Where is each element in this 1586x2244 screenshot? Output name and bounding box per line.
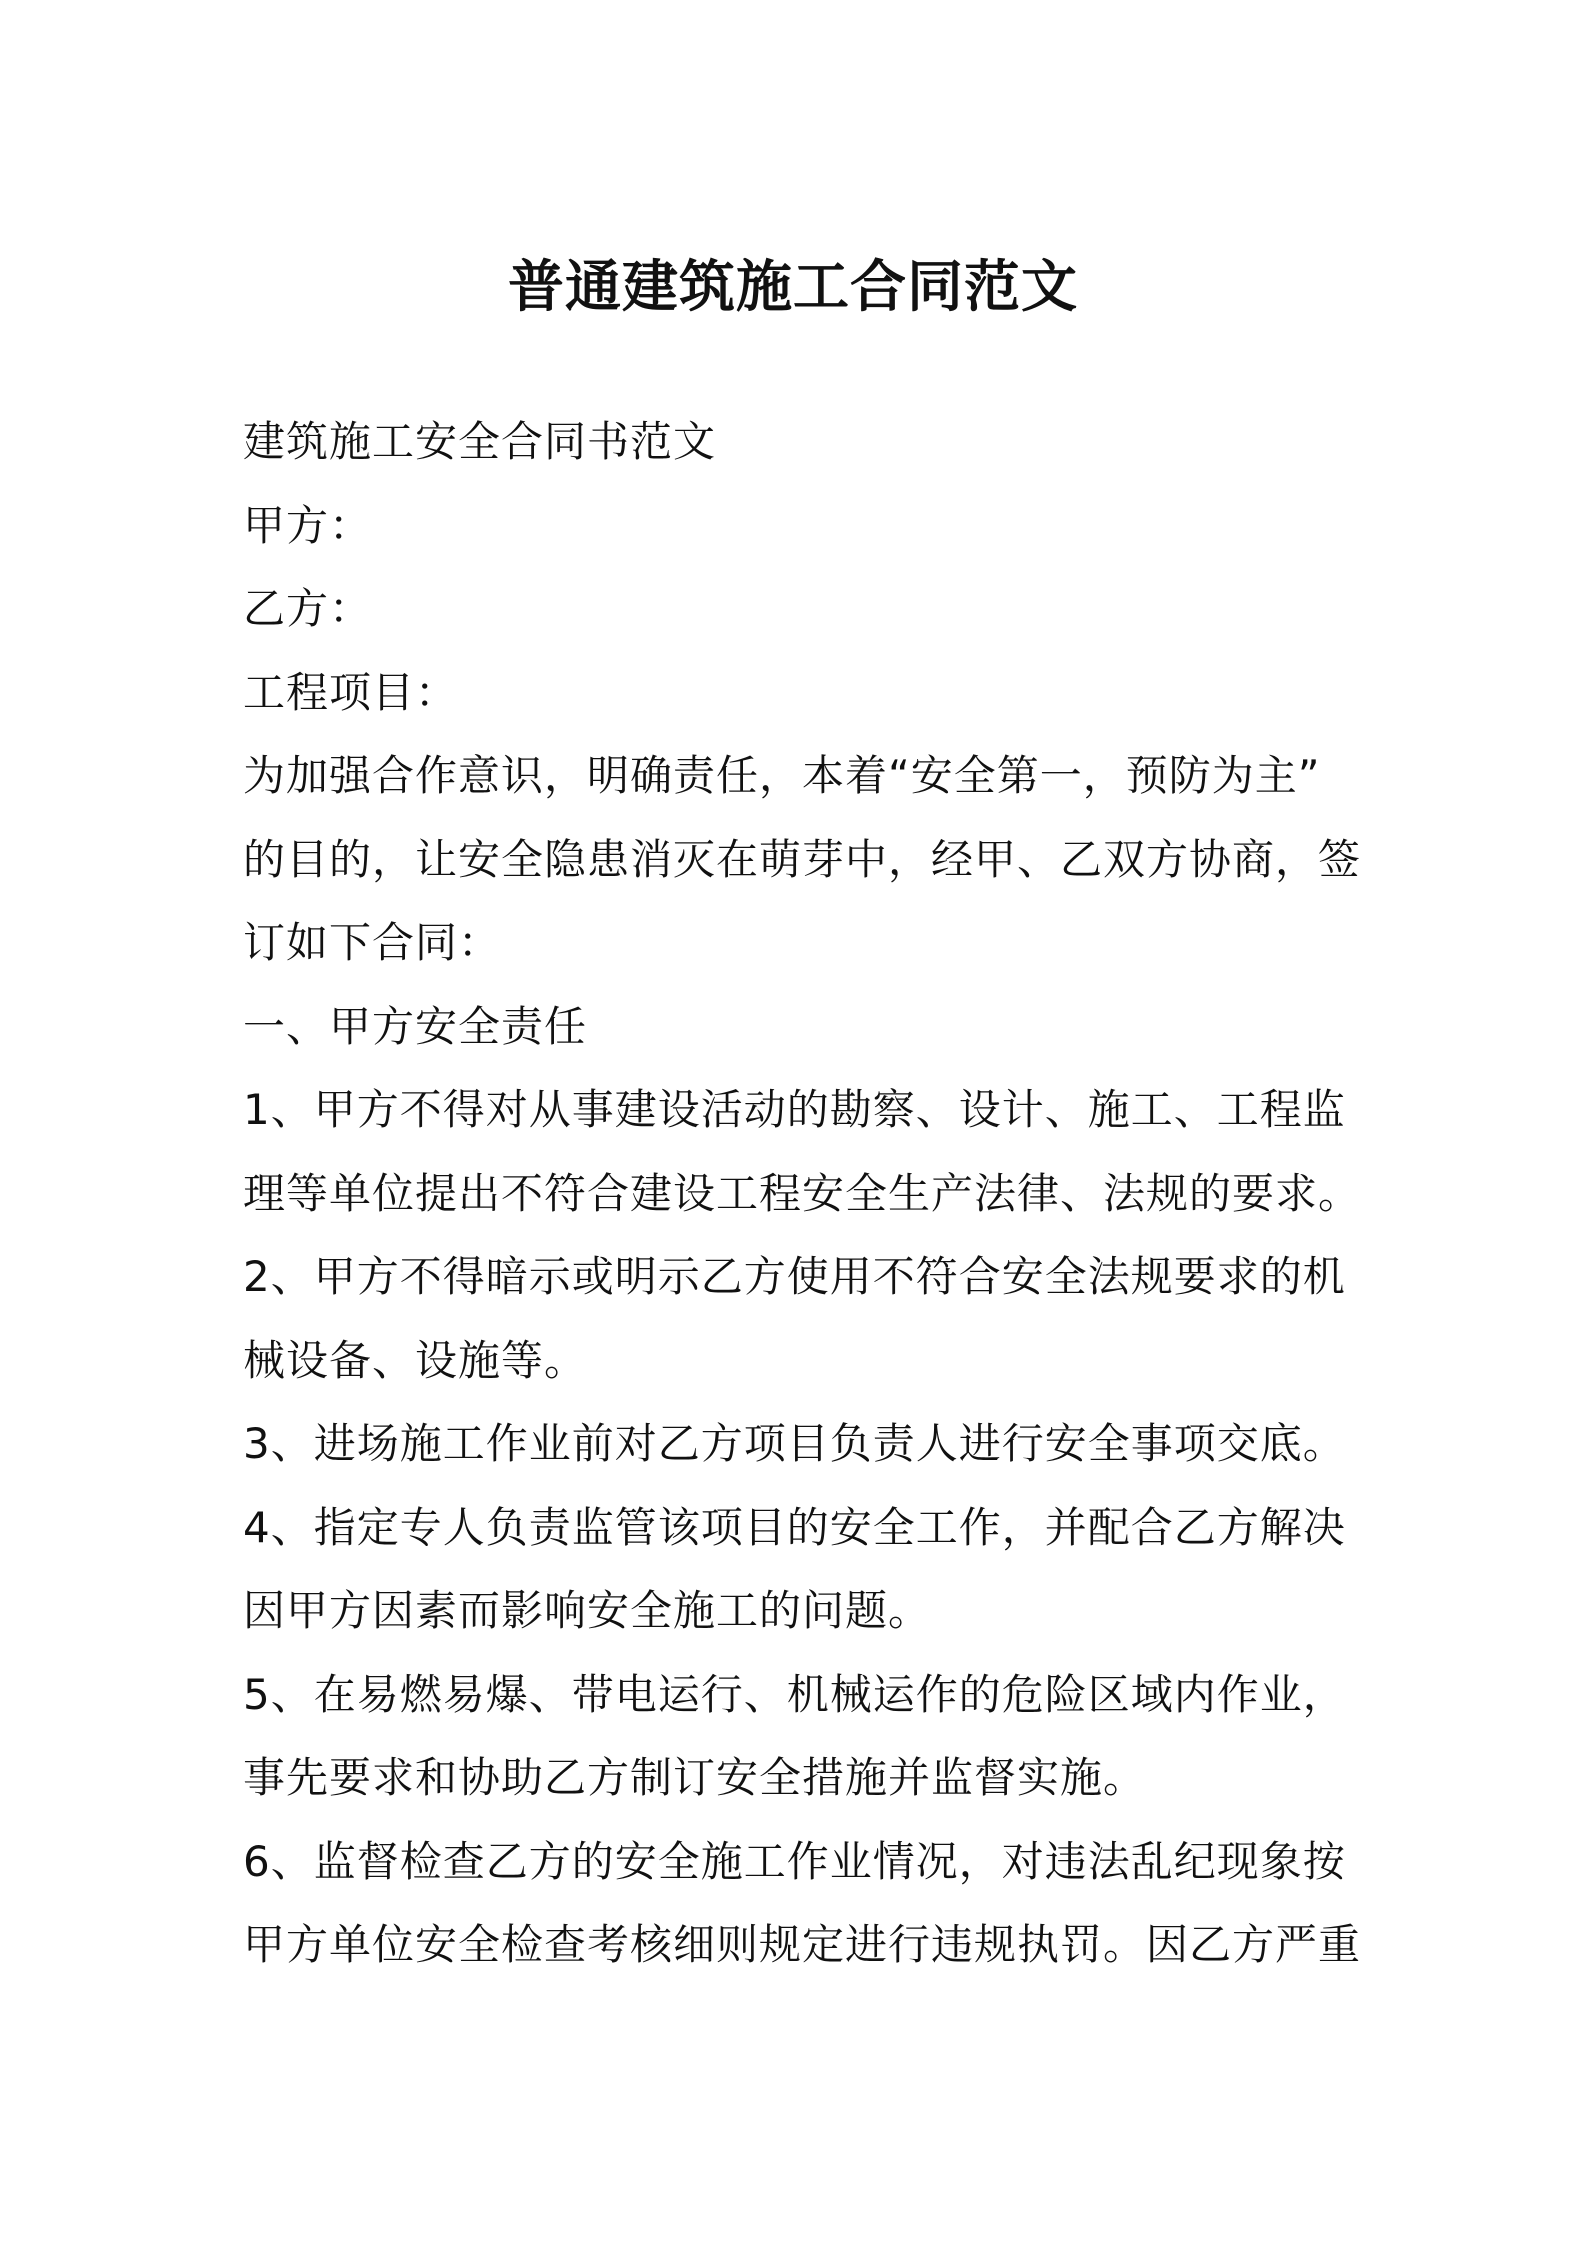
preamble-line: 为加强合作意识，明确责任，本着“安全第一，预防为主” [243, 751, 1321, 800]
clause-line: 理等单位提出不符合建设工程安全生产法律、法规的要求。 [243, 1168, 1362, 1218]
document-body [243, 400, 1363, 1987]
party-b-line: 乙方： [243, 584, 373, 633]
preamble-line: 的目的，让安全隐患消灭在萌芽中，经甲、乙双方协商，签 [243, 834, 1362, 884]
clause-line: 6、监督检查乙方的安全施工作业情况，对违法乱纪现象按 [243, 1836, 1346, 1886]
clause-line: 甲方单位安全检查考核细则规定进行违规执罚。因乙方严重 [243, 1920, 1362, 1969]
party-a-line: 甲方： [243, 500, 373, 550]
clause-line: 5、在易燃易爆、带电运行、机械运作的危险区域内作业， [243, 1669, 1346, 1719]
subtitle-line: 建筑施工安全合同书范文 [243, 417, 717, 466]
clause-line: 1、甲方不得对从事建设活动的勘察、设计、施工、工程监 [243, 1085, 1346, 1134]
clause-line: 因甲方因素而影响安全施工的问题。 [243, 1586, 932, 1635]
clause-line: 2、甲方不得暗示或明示乙方使用不符合安全法规要求的机 [243, 1252, 1346, 1301]
section-heading: 一、甲方安全责任 [243, 1001, 588, 1051]
clause-line: 4、指定专人负责监管该项目的安全工作，并配合乙方解决 [243, 1502, 1346, 1552]
project-line: 工程项目： [243, 667, 459, 717]
clause-line: 事先要求和协助乙方制订安全措施并监督实施。 [243, 1753, 1147, 1802]
clause-line: 械设备、设施等。 [243, 1335, 588, 1385]
preamble-line: 订如下合同： [243, 918, 502, 967]
document-title: 普通建筑施工合同范文 [508, 255, 1078, 320]
clause-line: 3、进场施工作业前对乙方项目负责人进行安全事项交底。 [243, 1419, 1346, 1468]
